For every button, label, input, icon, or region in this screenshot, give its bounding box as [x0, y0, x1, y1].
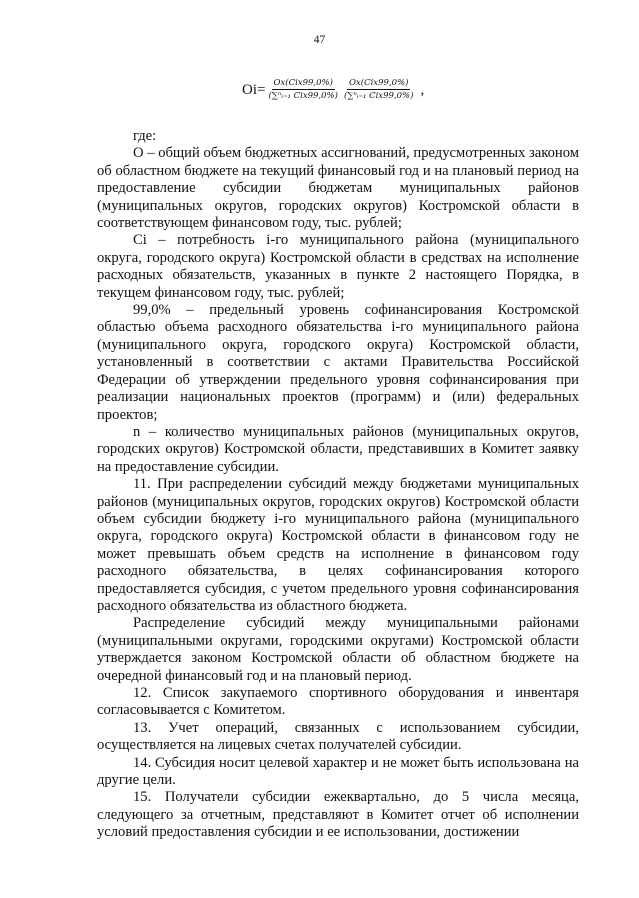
paragraph-where: где:	[133, 128, 157, 144]
paragraph-item-15: 15. Получатели субсидии ежеквартально, до 5 числа месяца, следующего за отчетным, представляют в Комитет отчет об исполнении условий предоставления субсидии и ее использовании, достижении	[97, 789, 579, 841]
paragraph-definition-n: n – количество муниципальных районов (муниципальных округов, городских округов) Костромской области, представивших в Комитет заявку на предоставление субсидии.	[97, 423, 579, 475]
paragraph-definition-o: O – общий объем бюджетных ассигнований, предусмотренных законом об областном бюджете на текущий финансовый год и на плановый период на предоставление субсидии бюджетам муниципальных районов (муниципальных округов, городских округов) Костромской области в соответствующем финансовом году, тыс. рублей;	[97, 145, 579, 232]
page-number: 47	[313, 34, 326, 46]
formula-lhs: Oi=	[242, 81, 266, 98]
paragraph-item-12: 12. Список закупаемого спортивного оборудования и инвентаря согласовывается с Комитетом.	[97, 685, 579, 719]
allocation-formula	[242, 70, 424, 110]
paragraph-item-11: 11. При распределении субсидий между бюджетами муниципальных районов (муниципальных округов, городских округов) Костромской области объем субсидии бюджету i-го муниципального района (муниципального округа, городского округа) Костромской области в финансовом году не может превышать объем средств на исполнение в финансовом году расходного обязательства, в целях софинансирования которого предоставляется субсидия, с учетом предельного уровня софинансирования расходного обязательства из областного бюджета.	[97, 476, 579, 614]
paragraph-item-14: 14. Субсидия носит целевой характер и не может быть использована на другие цели.	[97, 754, 579, 789]
fraction-1-numerator: Ox(Cix99,0%)	[273, 78, 333, 88]
fraction-2-numerator: Ox(Cix99,0%)	[348, 78, 409, 88]
paragraph-distribution: Распределение субсидий между муниципальными районами (муниципальными округами, городскими округами) Костромской области утверждается законом Костромской области об областном бюджете на очередной финансовый год и на плановый период.	[97, 615, 579, 684]
formula-fraction-2	[342, 77, 415, 103]
document-body	[97, 128, 579, 842]
fraction-2-denominator: (∑ⁿᵢ₌₁ Cix99,0%)	[343, 91, 414, 101]
formula-fraction-1	[266, 77, 339, 103]
paragraph-item-13: 13. Учет операций, связанных с использованием субсидии, осуществляется на лицевых счетах получателей субсидии.	[97, 719, 579, 754]
paragraph-definition-rate: 99,0% – предельный уровень софинансирования Костромской областью объема расходного обязательства i-го муниципального района (муниципального округа, городского округа) Костромской области, установленный в соответствии с актами Правительства Российской Федерации об утверждении предельного уровня софинансирования при реализации национальных проектов (программ) и (или) федеральных проектов;	[97, 302, 579, 423]
fraction-1-denominator: (∑ⁿᵢ₌₁ Cix99,0%)	[268, 91, 338, 101]
paragraph-definition-ci: Ci – потребность i-го муниципального района (муниципального округа, городского округа) Костромской области в средствах на исполнение расходных обязательств, указанных в пункте 2 настоящего Порядка, в текущем финансовом году, тыс. рублей;	[97, 232, 579, 301]
formula-comma: ,	[420, 81, 425, 98]
